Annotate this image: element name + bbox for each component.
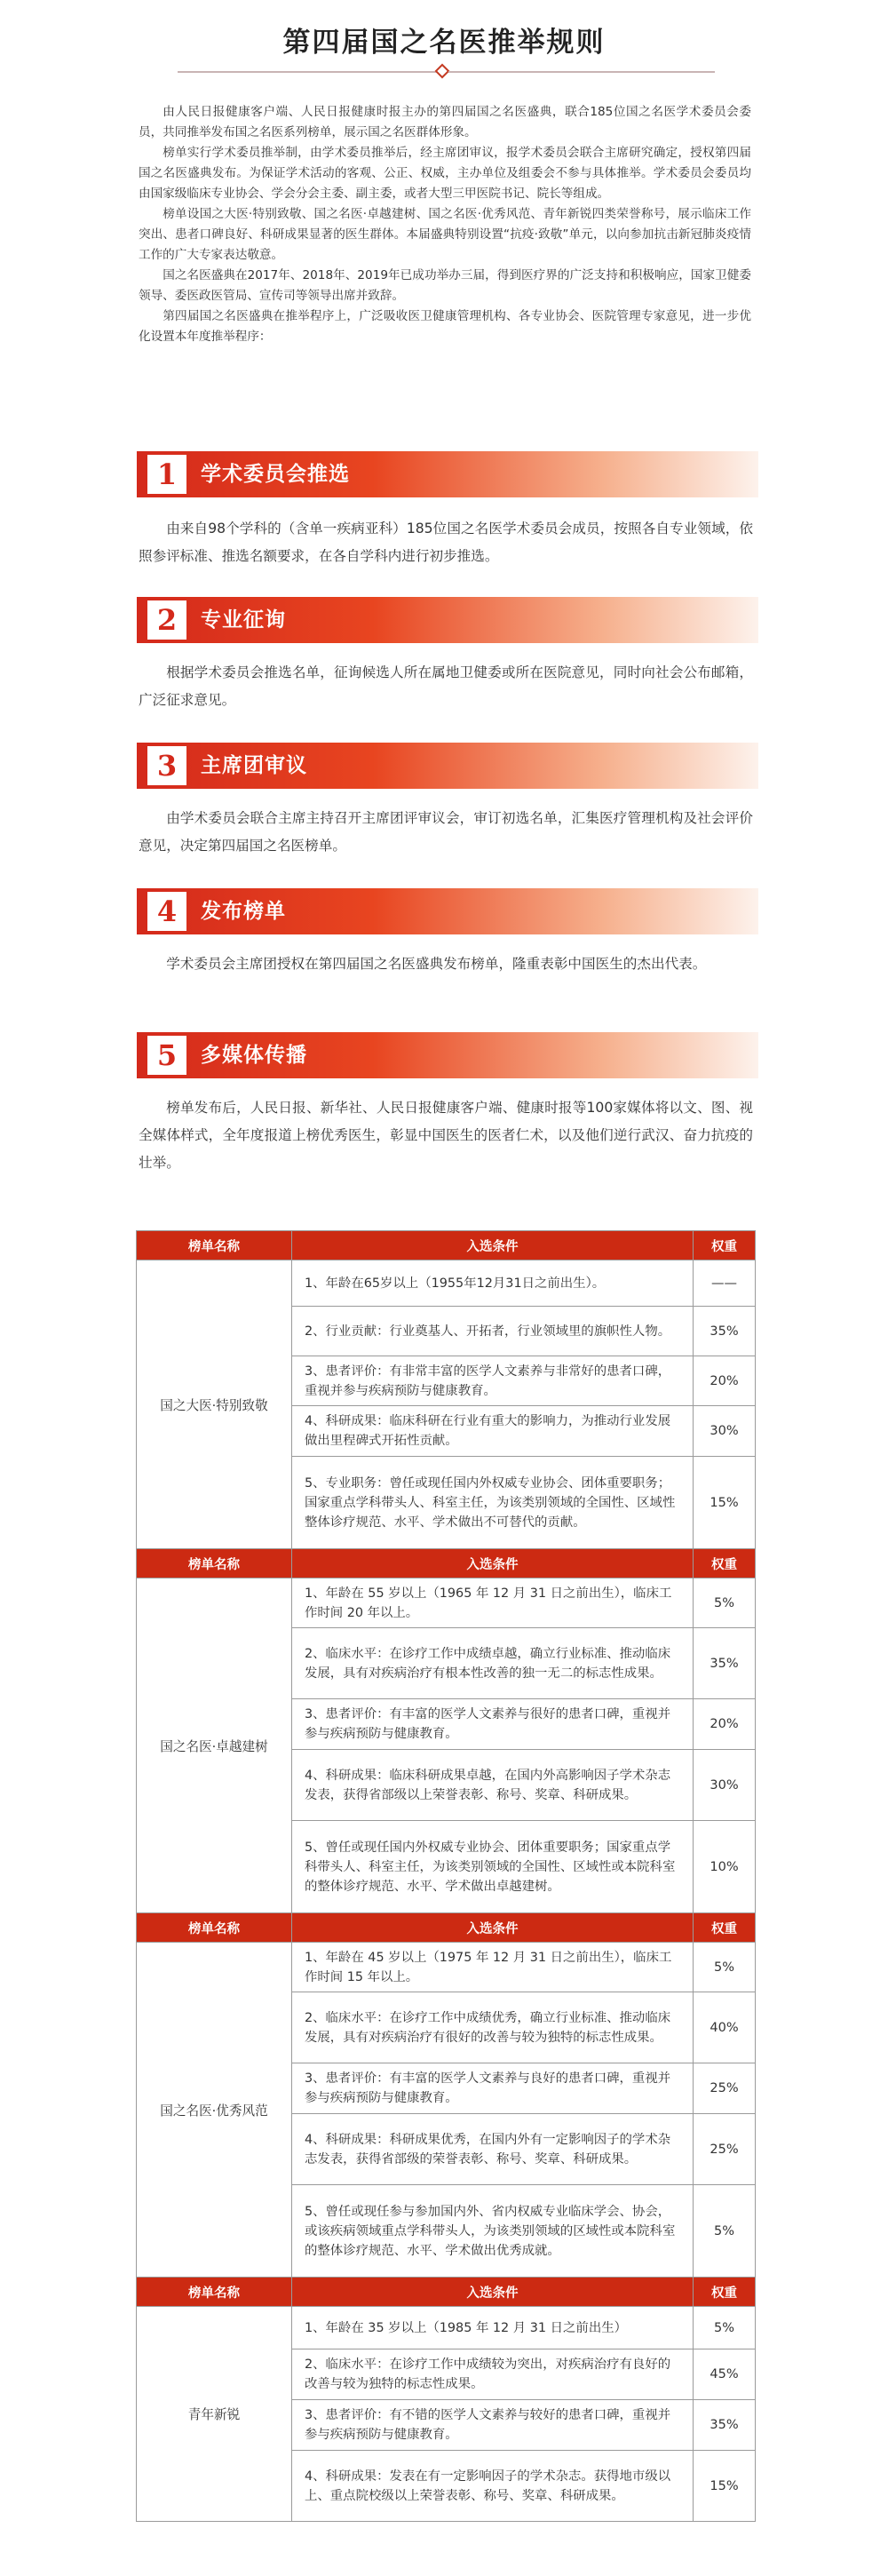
table-row: [137, 2307, 756, 2349]
condition-cell: 5、曾任或现任参与参加国内外、省内权威专业临床学会、协会，或该疾病领域重点学科带头人，为该类别领域的区域性或本院科室的整体诊疗规范、水平、学术做出优秀成就。: [292, 2185, 694, 2278]
condition-cell: 4、科研成果：临床科研成果卓越，在国内外高影响因子学术杂志发表，获得省部级以上荣誉表彰、称号、奖章、科研成果。: [292, 1750, 694, 1821]
header-conditions: 入选条件: [292, 1549, 694, 1578]
header-list-name: 榜单名称: [137, 1231, 292, 1260]
condition-cell: 1、年龄在 45 岁以上（1975 年 12 月 31 日之前出生），临床工作时间 15 年以上。: [292, 1943, 694, 1992]
condition-cell: 2、临床水平：在诊疗工作中成绩优秀，确立行业标准、推动临床发展，具有对疾病治疗有很好的改善与较为独特的标志性成果。: [292, 1992, 694, 2063]
weight-cell: 5%: [694, 1943, 756, 1992]
section-header-1: [137, 451, 758, 497]
section-text-5: 榜单发布后，人民日报、新华社、人民日报健康客户端、健康时报等100家媒体将以文、图、视全媒体样式，全年度报道上榜优秀医生，彰显中国医生的医者仁术，以及他们逆行武汉、奋力抗疫的壮举。: [139, 1100, 753, 1171]
weight-cell: 30%: [694, 1406, 756, 1457]
condition-cell: 1、年龄在 35 岁以上（1985 年 12 月 31 日之前出生）: [292, 2307, 694, 2349]
condition-cell: 3、患者评价：有丰富的医学人文素养与很好的患者口碑，重视并参与疾病预防与健康教育。: [292, 1699, 694, 1750]
condition-cell: 1、年龄在65岁以上（1955年12月31日之前出生）。: [292, 1260, 694, 1307]
section-header-5: [137, 1032, 758, 1078]
condition-cell: 4、科研成果：发表在有一定影响因子的学术杂志。获得地市级以上、重点院校级以上荣誉表彰、称号、奖章、科研成果。: [292, 2451, 694, 2522]
weight-cell: 25%: [694, 2063, 756, 2114]
header-list-name: 榜单名称: [137, 1913, 292, 1943]
section-title: 多媒体传播: [201, 1044, 307, 1067]
weight-cell: 5%: [694, 2307, 756, 2349]
intro-paragraph: 榜单实行学术委员推举制，由学术委员推举后，经主席团审议，报学术委员会联合主席研究确定，授权第四届国之名医盛典发布。为保证学术活动的客观、公正、权威，主办单位及组委会不参与具体推举。学术委员会委员均由国家级临床专业协会、学会分会主委、副主委，或者大型三甲医院书记、院长等组成。: [139, 146, 751, 201]
header-weight: 权重: [694, 1231, 756, 1260]
section-text-4: 学术委员会主席团授权在第四届国之名医盛典发布榜单，隆重表彰中国医生的杰出代表。: [166, 956, 707, 972]
weight-cell: 5%: [694, 2185, 756, 2278]
table-row: [137, 1943, 756, 1992]
condition-cell: 1、年龄在 55 岁以上（1965 年 12 月 31 日之前出生），临床工作时间 20 年以上。: [292, 1578, 694, 1628]
condition-cell: 3、患者评价：有丰富的医学人文素养与良好的患者口碑，重视并参与疾病预防与健康教育。: [292, 2063, 694, 2114]
intro-paragraph: 榜单设国之大医·特别致敬、国之名医·卓越建树、国之名医·优秀风范、青年新锐四类荣誉称号，展示临床工作突出、患者口碑良好、科研成果显著的医生群体。本届盛典特别设置“抗疫·致敬”单元，以向参加抗击新冠肺炎疫情工作的广大专家表达敬意。: [139, 207, 751, 262]
section-header-3: [137, 743, 758, 789]
weight-cell: 35%: [694, 1628, 756, 1699]
condition-cell: 5、曾任或现任国内外权威专业协会、团体重要职务；国家重点学科带头人、科室主任，为该类别领域的全国性、区域性或本院科室的整体诊疗规范、水平、学术做出卓越建树。: [292, 1821, 694, 1913]
table-header-row: [137, 1231, 756, 1260]
header-weight: 权重: [694, 1549, 756, 1578]
header-weight: 权重: [694, 2278, 756, 2307]
intro-paragraph: 由人民日报健康客户端、人民日报健康时报主办的第四届国之名医盛典，联合185位国之名医学术委员会委员，共同推举发布国之名医系列榜单，展示国之名医群体形象。: [139, 105, 751, 139]
weight-cell: 25%: [694, 2114, 756, 2185]
condition-cell: 2、行业贡献：行业奠基人、开拓者，行业领域里的旗帜性人物。: [292, 1307, 694, 1356]
section-number: 1: [147, 455, 186, 494]
category-name: 国之名医·卓越建树: [137, 1578, 292, 1913]
condition-cell: 3、患者评价：有不错的医学人文素养与较好的患者口碑，重视并参与疾病预防与健康教育。: [292, 2400, 694, 2451]
table-header-row: [137, 1913, 756, 1943]
intro-paragraph: 国之名医盛典在2017年、2018年、2019年已成功举办三届，得到医疗界的广泛支持和积极响应，国家卫健委领导、委医政医管局、宣传司等领导出席并致辞。: [139, 268, 751, 303]
header-weight: 权重: [694, 1913, 756, 1943]
section-title: 发布榜单: [201, 900, 286, 923]
section-header-2: [137, 597, 758, 643]
intro-text: [139, 102, 751, 347]
section-title: 专业征询: [201, 608, 286, 632]
header-conditions: 入选条件: [292, 1913, 694, 1943]
category-name: 国之大医·特别致敬: [137, 1260, 292, 1549]
weight-cell: 15%: [694, 2451, 756, 2522]
weight-cell: 40%: [694, 1992, 756, 2063]
category-name: 青年新锐: [137, 2307, 292, 2522]
header-list-name: 榜单名称: [137, 2278, 292, 2307]
weight-cell: 10%: [694, 1821, 756, 1913]
title-divider-left: [178, 71, 444, 73]
weight-cell: 30%: [694, 1750, 756, 1821]
weight-cell: 35%: [694, 2400, 756, 2451]
section-number: 2: [147, 600, 186, 640]
section-text-3: 由学术委员会联合主席主持召开主席团评审议会，审订初选名单，汇集医疗管理机构及社会评价意见，决定第四届国之名医榜单。: [139, 810, 753, 854]
weight-cell: 35%: [694, 1307, 756, 1356]
table-row: [137, 1578, 756, 1628]
category-name: 国之名医·优秀风范: [137, 1943, 292, 2278]
section-number: 5: [147, 1036, 186, 1075]
weight-cell: 45%: [694, 2349, 756, 2400]
section-title: 学术委员会推选: [201, 463, 350, 486]
table-header-row: [137, 1549, 756, 1578]
weight-cell: 20%: [694, 1356, 756, 1406]
section-text-2: 根据学术委员会推选名单，征询候选人所在属地卫健委或所在医院意见，同时向社会公布邮箱，广泛征求意见。: [139, 664, 753, 708]
condition-cell: 4、科研成果：科研成果优秀，在国内外有一定影响因子的学术杂志发表，获得省部级的荣誉表彰、称号、奖章、科研成果。: [292, 2114, 694, 2185]
condition-cell: 2、临床水平：在诊疗工作中成绩较为突出，对疾病治疗有良好的改善与较为独特的标志性成果。: [292, 2349, 694, 2400]
header-list-name: 榜单名称: [137, 1549, 292, 1578]
section-number: 4: [147, 892, 186, 931]
section-text-1: 由来自98个学科的（含单一疾病亚科）185位国之名医学术委员会成员，按照各自专业领域，依照参评标准、推选名额要求，在各自学科内进行初步推选。: [139, 521, 753, 564]
section-header-4: [137, 888, 758, 934]
header-conditions: 入选条件: [292, 2278, 694, 2307]
section-title: 主席团审议: [201, 754, 307, 777]
table-header-row: [137, 2278, 756, 2307]
weight-cell: 20%: [694, 1699, 756, 1750]
weight-cell: 15%: [694, 1457, 756, 1549]
condition-cell: 2、临床水平：在诊疗工作中成绩卓越，确立行业标准、推动临床发展，具有对疾病治疗有根本性改善的独一无二的标志性成果。: [292, 1628, 694, 1699]
condition-cell: 5、专业职务：曾任或现任国内外权威专业协会、团体重要职务；国家重点学科带头人、科室主任，为该类别领域的全国性、区域性整体诊疗规范、水平、学术做出不可替代的贡献。: [292, 1457, 694, 1549]
criteria-table: [136, 1230, 756, 2522]
table-row: [137, 1260, 756, 1307]
intro-paragraph: 第四届国之名医盛典在推举程序上，广泛吸收医卫健康管理机构、各专业协会、医院管理专家意见，进一步优化设置本年度推举程序：: [139, 309, 751, 344]
weight-cell: ——: [694, 1260, 756, 1307]
header-conditions: 入选条件: [292, 1231, 694, 1260]
condition-cell: 3、患者评价：有非常丰富的医学人文素养与非常好的患者口碑，重视并参与疾病预防与健康教育。: [292, 1356, 694, 1406]
title-divider-right: [448, 71, 715, 73]
condition-cell: 4、科研成果：临床科研在行业有重大的影响力，为推动行业发展做出里程碑式开拓性贡献。: [292, 1406, 694, 1457]
weight-cell: 5%: [694, 1578, 756, 1628]
title-diamond-ornament: [435, 64, 450, 79]
page-title: 第四届国之名医推举规则: [282, 27, 606, 59]
section-number: 3: [147, 746, 186, 785]
